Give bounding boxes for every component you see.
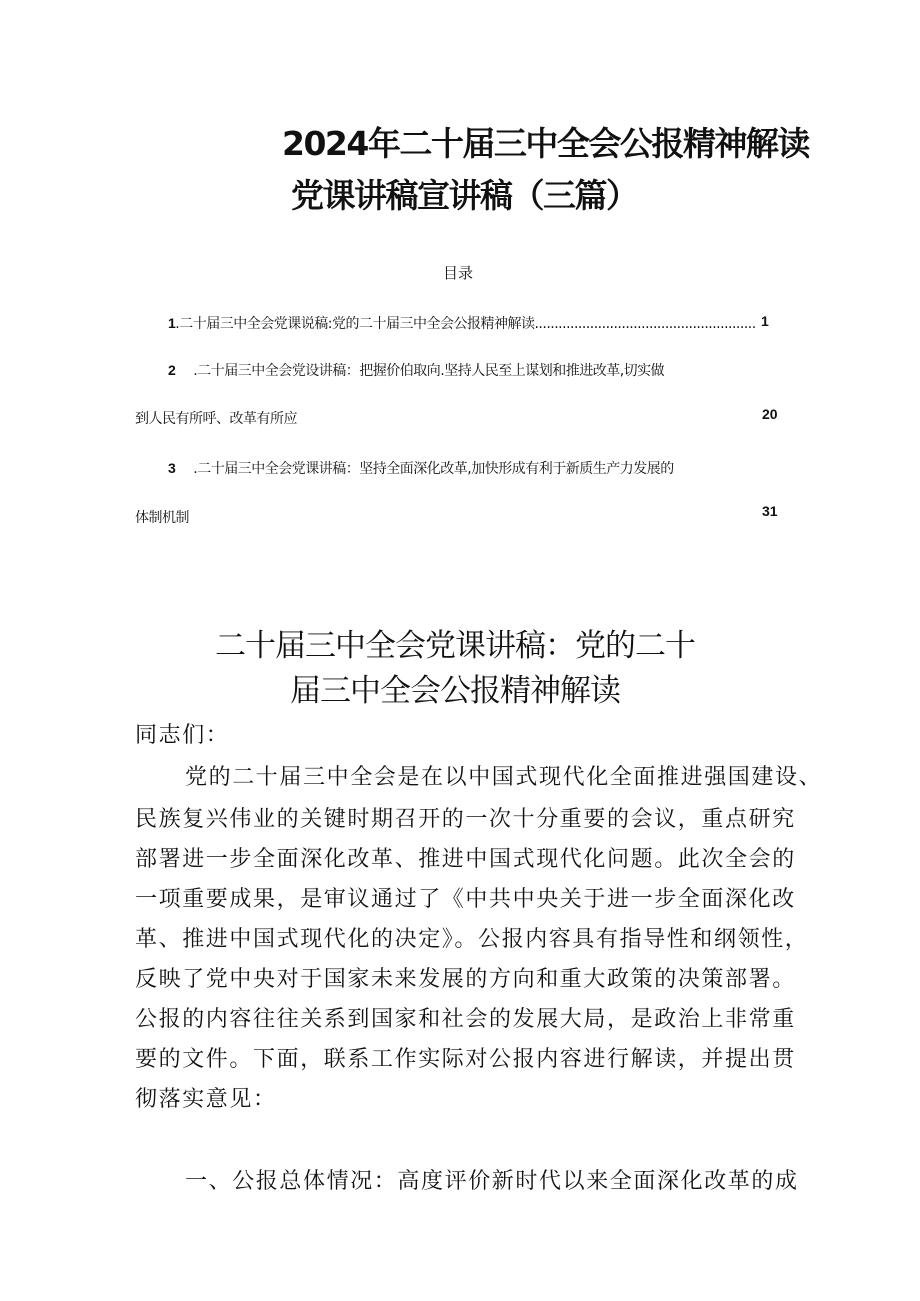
toc-item-page: 1 — [761, 313, 769, 329]
toc-item-text: .二十届三中全会党设讲稿：把握价伯取向.坚持人民至上谋划和推进改革,切实做 — [193, 363, 665, 379]
body-line: 党的二十届三中全会是在以中国式现代化全面推进强国建设、 — [185, 765, 823, 790]
document-title-line-2: 党课讲稿宣讲稿（三篇） — [291, 176, 638, 215]
toc-item-text: .二十届三中全会党课说稿:党的二十届三中全会公报精神解读 — [175, 316, 535, 332]
toc-item-3[interactable] — [168, 458, 674, 478]
body-line: 彻落实意见： — [135, 1087, 277, 1112]
toc-item-number: 3 — [168, 460, 176, 476]
toc-item-2[interactable] — [168, 360, 664, 380]
toc-item-text-continued: 体制机制 — [135, 510, 189, 526]
body-line: 公报的内容往往关系到国家和社会的发展大局，是政治上非常重 — [135, 1007, 796, 1032]
toc-item-text: .二十届三中全会党课讲稿：坚持全面深化改革,加快形成有利于新质生产力发展的 — [193, 461, 674, 477]
toc-item-text-continued: 到人民有所呼、改革有所应 — [135, 411, 297, 427]
toc-item-page: 20 — [762, 406, 778, 422]
toc-heading: 目录 — [443, 264, 474, 282]
toc-item-1[interactable] — [168, 313, 756, 333]
section-title-line-1: 二十届三中全会党课讲稿：党的二十 — [215, 628, 695, 664]
document-title-line-1: 2024年二十届三中全会公报精神解读 — [282, 124, 809, 163]
subsection-heading: 一、公报总体情况：高度评价新时代以来全面深化改革的成 — [185, 1169, 799, 1194]
greeting: 同志们： — [135, 723, 230, 748]
body-line: 反映了党中央对于国家未来发展的方向和重大政策的决策部署。 — [135, 967, 796, 992]
toc-item-number: 2 — [168, 362, 176, 378]
body-line: 要的文件。下面，联系工作实际对公报内容进行解读，并提出贯 — [135, 1047, 796, 1072]
toc-item-leader-dots: ........................................................ — [534, 316, 756, 332]
body-line: 部署进一步全面深化改革、推进中国式现代化问题。此次全会的 — [135, 847, 796, 872]
body-line: 革、推进中国式现代化的决定》。公报内容具有指导性和纲领性， — [135, 927, 809, 952]
section-title-line-2: 届三中全会公报精神解读 — [290, 673, 620, 709]
toc-item-number: 1 — [168, 315, 176, 331]
body-line: 一项重要成果，是审议通过了《中共中央关于进一步全面深化改 — [135, 887, 796, 912]
toc-item-page: 31 — [762, 503, 778, 519]
body-line: 民族复兴伟业的关键时期召开的一次十分重要的会议，重点研究 — [135, 807, 796, 832]
